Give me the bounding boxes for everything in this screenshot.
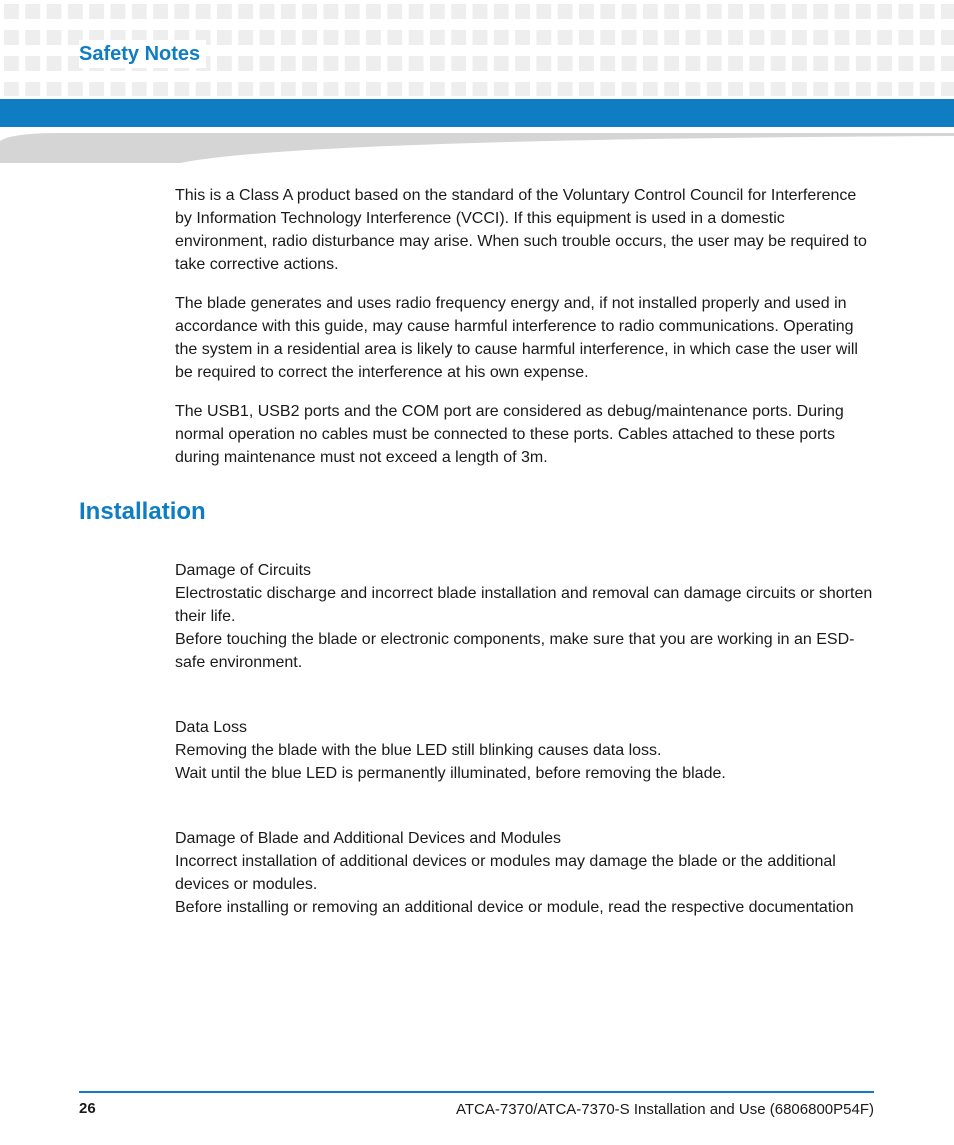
header-blue-bar [0,99,954,127]
notice-title: Data Loss [175,719,248,736]
notice-text: Electrostatic discharge and incorrect blade installation and removal can damage circuits or shorten their life. [175,585,873,625]
footer-rule [79,1091,874,1093]
paragraph-radio-frequency: The blade generates and uses radio frequency energy and, if not installed properly and used in accordance with this guide, may cause harmful interference to radio communications. Operating the system in a residential area is likely to cause harmful interference, in which case the user will be required to correct the interference at his own expense. [175,295,858,381]
notice-text: Removing the blade with the blue LED still blinking causes data loss. [175,742,662,759]
notice-data-loss [175,716,875,785]
notice-text: Before installing or removing an additional device or module, read the respective documentation [175,899,854,916]
page-number: 26 [79,1100,96,1117]
notice-damage-of-circuits [175,559,875,674]
page-header-title: Safety Notes [79,40,206,68]
paragraph-debug-ports: The USB1, USB2 ports and the COM port are considered as debug/maintenance ports. During normal operation no cables must be connected to these ports. Cables attached to these ports during maintenance must not exceed a length of 3m. [175,403,844,466]
notice-title: Damage of Blade and Additional Devices and Modules [175,830,562,847]
notice-text: Before touching the blade or electronic components, make sure that you are working in an ESD-safe environment. [175,631,855,671]
notice-text: Incorrect installation of additional devices or modules may damage the blade or the additional devices or modules. [175,853,836,893]
notice-text: Wait until the blue LED is permanently illuminated, before removing the blade. [175,765,726,782]
notice-title: Damage of Circuits [175,562,312,579]
section-title-installation: Installation [79,498,206,525]
header-grey-swoosh [0,133,954,163]
footer-document-title: ATCA-7370/ATCA-7370-S Installation and Use (6806800P54F) [455,1101,874,1118]
notice-damage-of-blade [175,827,875,919]
paragraph-vcci: This is a Class A product based on the standard of the Voluntary Control Council for Interference by Information Technology Interference (VCCI). If this equipment is used in a domestic environment, radio disturbance may arise. When such trouble occurs, the user may be required to take corrective actions. [175,187,867,273]
